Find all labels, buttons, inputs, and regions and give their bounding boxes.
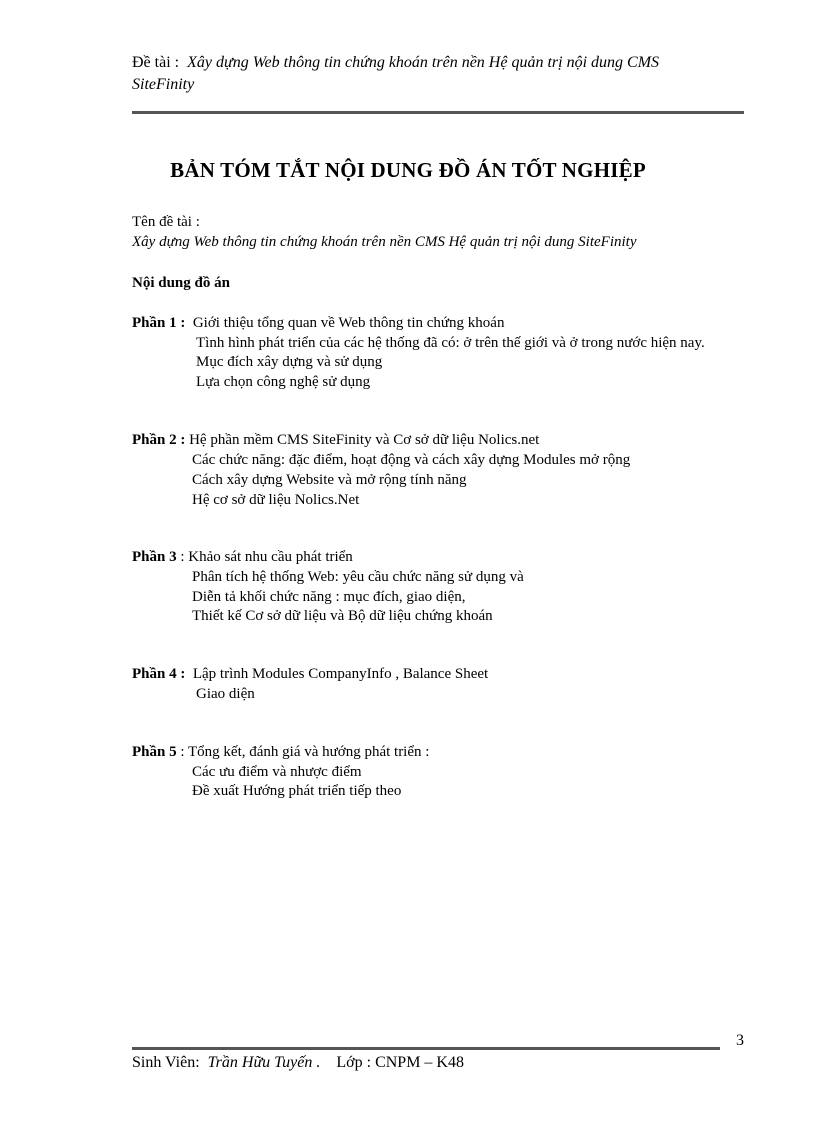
part-title: Giới thiệu tổng quan về Web thông tin chứng khoán <box>192 315 505 331</box>
part-label: Phần 1 : <box>132 315 186 331</box>
list-item: Giao diện <box>196 686 255 702</box>
part-title: : Khảo sát nhu cầu phát triển <box>180 549 353 565</box>
part-label: Phần 2 : <box>132 432 186 448</box>
list-item: Đề xuất Hướng phát triển tiếp theo <box>192 783 402 799</box>
list-item: Mục đích xây dựng và sử dụng <box>196 354 383 370</box>
part-5-heading <box>132 742 429 762</box>
page-number: 3 <box>736 1032 744 1049</box>
list-item: Phân tích hệ thống Web: yêu cầu chức năng sử dụng và <box>192 569 524 585</box>
content-label: Nội dung đồ án <box>132 275 230 291</box>
student-name: Trần Hữu Tuyến . <box>207 1054 321 1071</box>
topic-label: Tên đề tài : <box>132 214 200 230</box>
part-3-heading <box>132 547 353 567</box>
header-title: Xây dựng Web thông tin chứng khoán trên nền Hệ quản trị nội dung CMS <box>187 54 660 71</box>
part-2-heading <box>132 430 539 450</box>
list-item: Cách xây dựng Website và mở rộng tính năng <box>192 472 467 488</box>
list-item: Thiết kế Cơ sở dữ liệu và Bộ dữ liệu chứng khoán <box>192 608 493 624</box>
list-item: Diễn tả khối chức năng : mục đích, giao diện, <box>192 589 466 605</box>
footer-divider <box>132 1047 720 1050</box>
part-1-heading <box>132 313 504 333</box>
part-4-heading <box>132 664 488 684</box>
part-title: Lập trình Modules CompanyInfo , Balance Sheet <box>192 666 489 682</box>
header-label: Đề tài : <box>132 54 180 71</box>
header-title-line2: SiteFinity <box>132 76 195 93</box>
header-divider <box>132 111 744 114</box>
class-text: Lớp : CNPM – K48 <box>336 1054 464 1071</box>
part-title: : Tổng kết, đánh giá và hướng phát triển : <box>180 744 430 760</box>
part-label: Phần 4 : <box>132 666 186 682</box>
part-label: Phần 5 <box>132 744 177 760</box>
part-label: Phần 3 <box>132 549 177 565</box>
header-title-line1 <box>132 52 659 74</box>
list-item: Các ưu điểm và nhược điểm <box>192 764 362 780</box>
list-item: Tình hình phát triển của các hệ thống đã có: ở trên thế giới và ở trong nước hiện nay. <box>196 335 705 351</box>
page-title: BẢN TÓM TẮT NỘI DUNG ĐỒ ÁN TỐT NGHIỆP <box>170 158 646 182</box>
list-item: Lựa chọn công nghệ sử dụng <box>196 374 371 390</box>
list-item: Hệ cơ sở dữ liệu Nolics.Net <box>192 492 360 508</box>
list-item: Các chức năng: đặc điểm, hoạt động và cách xây dựng Modules mở rộng <box>192 452 631 468</box>
footer-student <box>132 1054 464 1072</box>
topic-value: Xây dựng Web thông tin chứng khoán trên nền CMS Hệ quản trị nội dung SiteFinity <box>132 234 637 250</box>
part-title: Hệ phần mềm CMS SiteFinity và Cơ sở dữ liệu Nolics.net <box>189 432 540 448</box>
student-label: Sinh Viên: <box>132 1054 200 1071</box>
